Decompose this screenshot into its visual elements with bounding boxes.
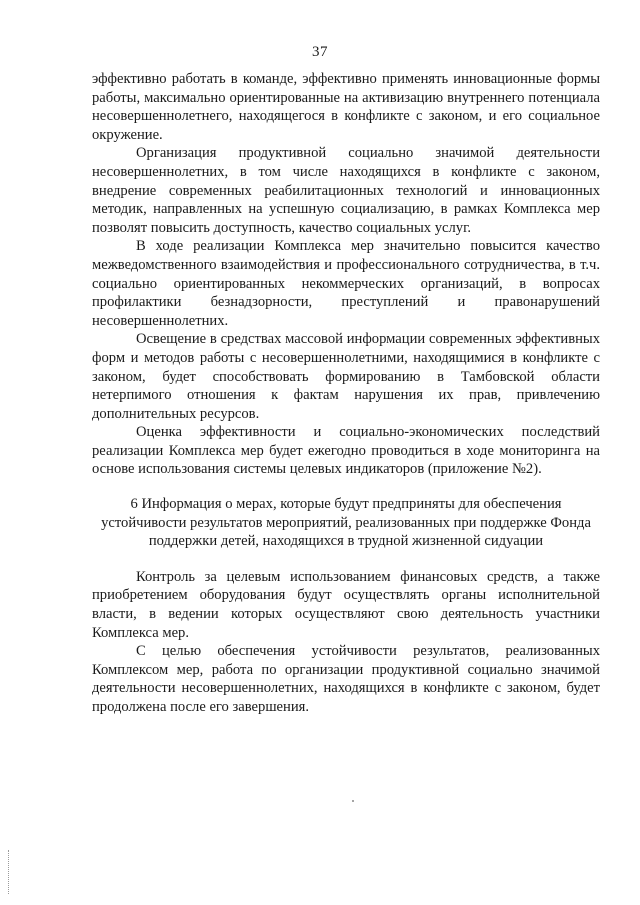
paragraph-2: Организация продуктивной социально значимой деятельности несовершеннолетних, в том числе находящихся в конфликте с законом, внедрение современных реабилитационных технологий и инновационных методик, направленных на успешную социализацию, в рамках Комплекса мер позволят повысить доступность, качество социальных услуг. [92,145,600,236]
paragraph-3: В ходе реализации Комплекса мер значительно повысится качество межведомственного взаимодействия и профессионального сотрудничества, в т.ч. социально ориентированных некоммерческих организаций, в вопросах профилактики безнадзорности, преступлений и правонарушений несовершеннолетних. [92,238,600,329]
paragraph-5: Оценка эффективности и социально-экономических последствий реализации Комплекса мер будет ежегодно проводиться в ходе мониторинга на основе использования системы целевых индикаторов (приложение №2). [92,424,600,478]
paragraph-1: эффективно работать в команде, эффективно применять инновационные формы работы, максимально ориентированные на активизацию внутреннего потенциала несовершеннолетнего, находящегося в конфликте с законом, и его социальное окружение. [92,71,600,143]
section-heading: 6 Информация о мерах, которые будут предприняты для обеспечения устойчивости результатов мероприятий, реализованных при поддержке Фонда поддержки детей, находящихся в трудной жизненной сидуации [101,496,591,550]
document-body [92,70,600,717]
scan-speck [352,800,354,802]
page-number: 37 [312,44,328,60]
scan-edge-marks [8,850,11,894]
section-paragraph-1: Контроль за целевым использованием финансовых средств, а также приобретением оборудования будут осуществлять органы исполнительной власти, в ведении которых осуществляют свою деятельность участники Комплекса мер. [92,568,600,641]
paragraph-4: Освещение в средствах массовой информации современных эффективных форм и методов работы с несовершеннолетними, находящимися в конфликте с законом, будет способствовать формированию в Тамбовской области нетерпимого отношения к фактам нарушения их прав, привлечению дополнительных ресурсов. [92,331,600,422]
section-paragraph-2: С целью обеспечения устойчивости результатов, реализованных Комплексом мер, работа по организации продуктивной социально значимой деятельности несовершеннолетних, находящихся в конфликте с законом, будет продолжена после его завершения. [92,643,600,715]
